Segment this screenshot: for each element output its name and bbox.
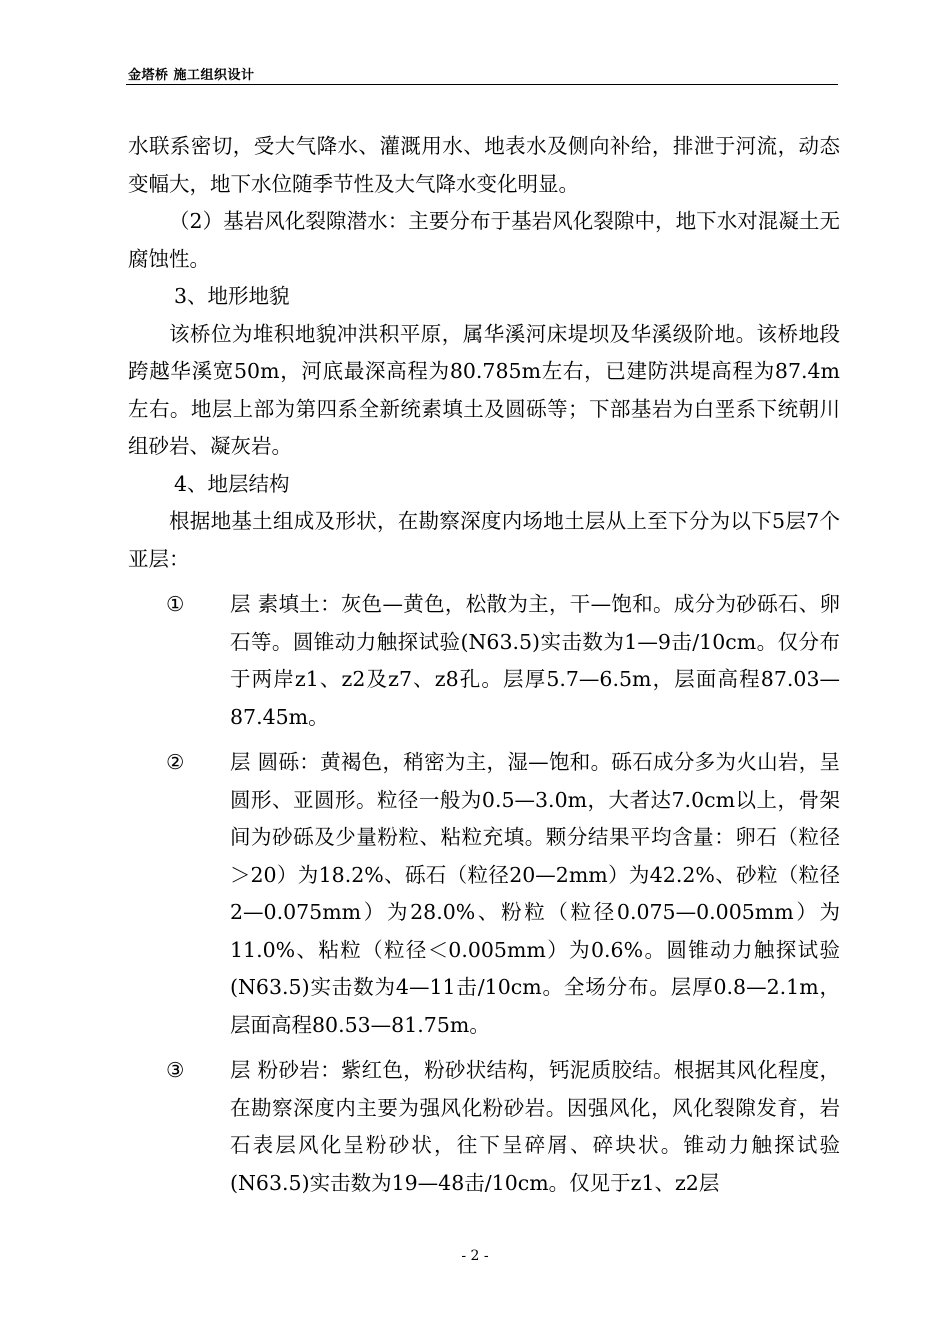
list-marker: ② xyxy=(166,750,185,774)
section-heading-landform: 3、地形地貌 xyxy=(174,284,290,308)
list-item-layer-2 xyxy=(128,744,840,1044)
list-item-text: 层 圆砾：黄褐色，稍密为主，湿—饱和。砾石成分多为火山岩，呈圆形、亚圆形。粒径一般为0.5—3.0m，大者达7.0cm以上，骨架间为砂砾及少量粉粒、粘粒充填。颗分结果平均含量：卵石（粒径＞20）为18.2%、砾石（粒径20—2mm）为42.2%、砂粒（粒径2—0.075mm）为28.0%、粉粒（粒径0.075—0.005mm）为11.0%、粘粒（粒径＜0.005mm）为0.6%。圆锥动力触探试验(N63.5)实击数为4—11击/10cm。全场分布。层厚0.8—2.1m，层面高程80.53—81.75m。 xyxy=(230,750,840,1037)
list-marker: ③ xyxy=(166,1058,185,1082)
list-marker: ① xyxy=(166,592,185,616)
list-item-text: 层 素填土：灰色—黄色，松散为主，干—饱和。成分为砂砾石、卵石等。圆锥动力触探试验(N63.5)实击数为1—9击/10cm。仅分布于两岸z1、z2及z7、z8孔。层厚5.7—6.5m，层面高程87.03—87.45m。 xyxy=(230,592,840,729)
paragraph-strata-intro: 根据地基土组成及形状，在勘察深度内场地土层从上至下分为以下5层7个亚层： xyxy=(128,509,840,571)
page-header: 金塔桥 施工组织设计 xyxy=(128,68,255,83)
paragraph-bedrock-water: （2）基岩风化裂隙潜水：主要分布于基岩风化裂隙中，地下水对混凝土无腐蚀性。 xyxy=(128,209,840,271)
header-rule xyxy=(126,84,838,85)
section-heading-strata: 4、地层结构 xyxy=(174,471,290,496)
document-body xyxy=(128,128,840,1202)
list-item-layer-3 xyxy=(128,1052,840,1202)
list-item-text: 层 粉砂岩：紫红色，粉砂状结构，钙泥质胶结。根据其风化程度，在勘察深度内主要为强风化粉砂岩。因强风化，风化裂隙发育，岩石表层风化呈粉砂状，往下呈碎屑、碎块状。锥动力触探试验(N63.5)实击数为19—48击/10cm。仅见于z1、z2层 xyxy=(230,1058,840,1195)
list-item-layer-1 xyxy=(128,586,840,736)
paragraph-groundwater-continued: 水联系密切，受大气降水、灌溉用水、地表水及侧向补给，排泄于河流，动态变幅大，地下水位随季节性及大气降水变化明显。 xyxy=(128,134,840,196)
paragraph-landform: 该桥位为堆积地貌冲洪积平原，属华溪河床堤坝及华溪级阶地。该桥地段跨越华溪宽50m，河底最深高程为80.785m左右，已建防洪堤高程为87.4m左右。地层上部为第四系全新统素填土及圆砾等；下部基岩为白垩系下统朝川组砂岩、凝灰岩。 xyxy=(128,321,840,458)
page-number: - 2 - xyxy=(461,1248,489,1264)
